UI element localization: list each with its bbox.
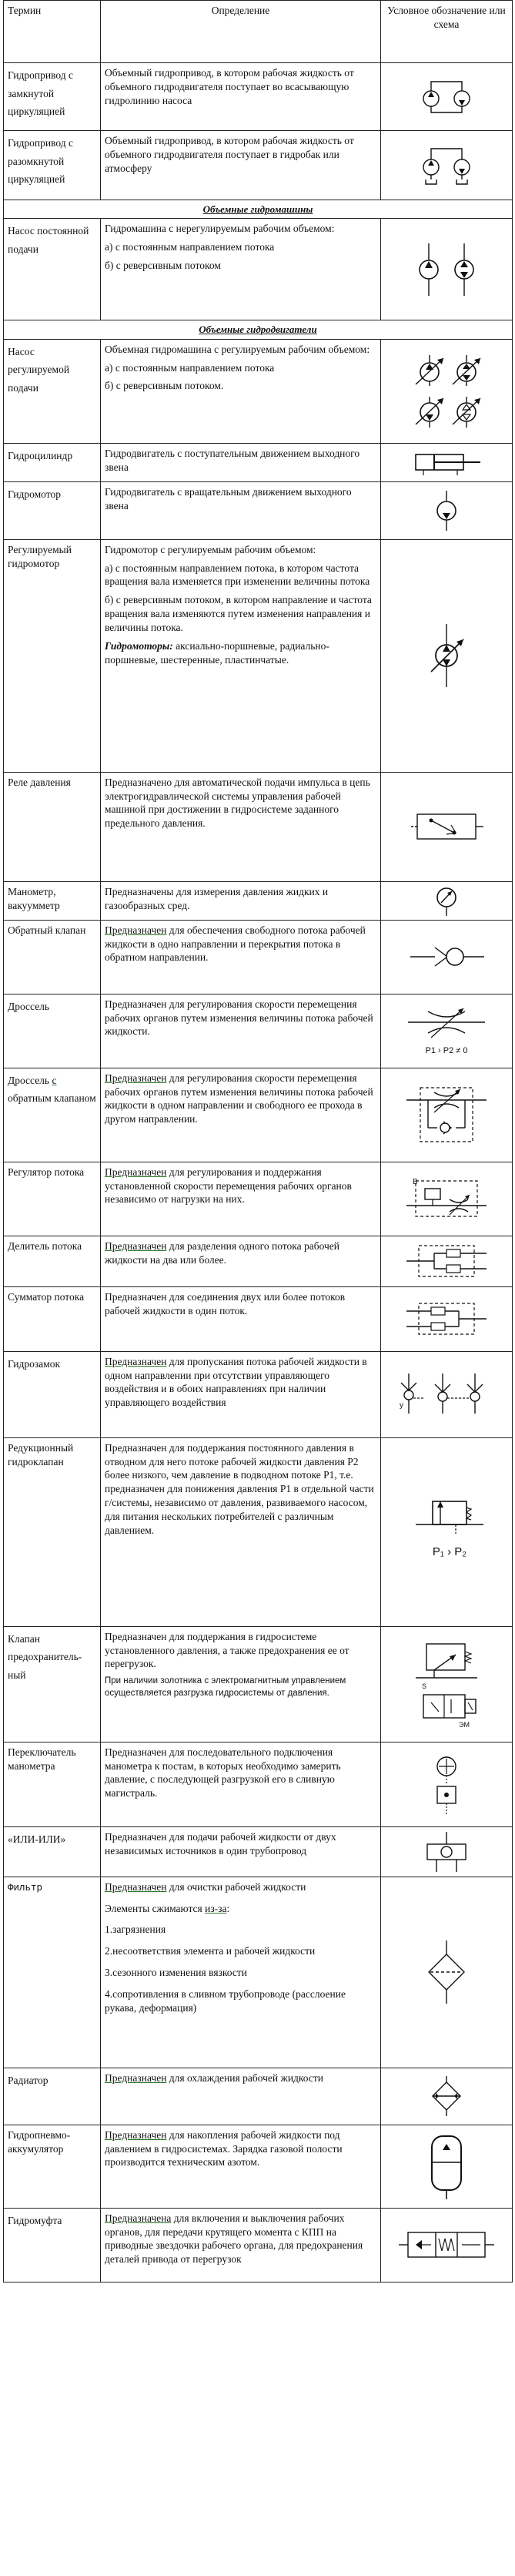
symbol-cell: [381, 339, 513, 443]
definition-cell: Предназначен для подачи рабочей жидкости от двух независимых источников в один трубопровод: [101, 1826, 381, 1877]
definition-cell: Предназначен для очистки рабочей жидкости Элементы сжимаются из-за: 1.загрязнения 2.несоответствия элемента и рабочей жидкости 3.сезонного изменения вязкости 4.сопротивления в сливном трубопроводе (расслоение рукава, деформация): [101, 1877, 381, 2068]
symbol-cell: [381, 881, 513, 920]
table-row: [4, 481, 513, 539]
table-row: [4, 1068, 513, 1162]
term-cell: Клапан предохранитель-ный: [4, 1626, 101, 1742]
fixed-pump-icon: [404, 239, 489, 300]
term-cell: Переключатель манометра: [4, 1742, 101, 1826]
relief-valve-icon: [400, 1638, 493, 1730]
term-cell: Регулируемый гидромотор: [4, 539, 101, 772]
definition-cell: Предназначен для поддержания постоянного давления в отводном для него потоке рабочей жидкости давления P2 более низкого, чем давление в подводном потоке P1, т.е. предназначен для понижения давления P1 в отдельной части г/системы, независимо от давления, развиваемого насосом, для питания нескольких потребителей с различным давлением.: [101, 1437, 381, 1626]
term-cell: Гидропривод с замкнутой циркуляцией: [4, 63, 101, 131]
term-cell: Гидромотор: [4, 481, 101, 539]
throttle-check-valve-icon: [400, 1080, 493, 1149]
cylinder-icon: [400, 447, 493, 478]
header-definition: Определение: [101, 1, 381, 63]
table-row: [4, 1162, 513, 1236]
definition-cell: Гидромашина с нерегулируемым рабочим объемом: а) с постоянным направлением потока б) с реверсивным потоком: [101, 219, 381, 320]
table-row: [4, 1626, 513, 1742]
hydraulic-clutch-icon: [393, 2222, 500, 2268]
table-row: [4, 339, 513, 443]
term-cell: Реле давления: [4, 772, 101, 881]
table-row: [4, 131, 513, 200]
table-row: [4, 1351, 513, 1437]
symbol-cell: [381, 1351, 513, 1437]
closed-circuit-icon: [416, 77, 477, 117]
definition-cell: Объемная гидромашина с регулируемым рабочим объемом: а) с постоянным направлением потока б) с реверсивным потоком.: [101, 339, 381, 443]
check-valve-icon: [404, 941, 489, 972]
manometer-switch-icon: [423, 1749, 470, 1819]
symbol-cell: [381, 1437, 513, 1626]
definition-cell: Предназначен для регулирования и поддержания установленной скорости перемещения рабочих органов независимо от нагрузки на них.: [101, 1162, 381, 1236]
symbol-cell: [381, 2068, 513, 2125]
term-cell: Радиатор: [4, 2068, 101, 2125]
table-row: [4, 920, 513, 994]
definition-cell: Объемный гидропривод, в котором рабочая жидкость от объемного гидродвигателя поступает во всасывающую гидролинию насоса: [101, 63, 381, 131]
header-term: Термин: [4, 1, 101, 63]
section-row: [4, 200, 513, 219]
term-cell: Насос постоянной подачи: [4, 219, 101, 320]
symbol-cell: [381, 2125, 513, 2208]
table-row: [4, 1742, 513, 1826]
header-symbol: Условное обозначение или схема: [381, 1, 513, 63]
symbol-cell: [381, 2208, 513, 2282]
definition-cell: Гидродвигатель с поступательным движением выходного звена: [101, 443, 381, 481]
reducing-formula: P₁ › P₂: [432, 1545, 467, 1558]
flow-divider-icon: [400, 1239, 493, 1283]
term-cell: Манометр, вакуумметр: [4, 881, 101, 920]
term-cell: Делитель потока: [4, 1236, 101, 1286]
table-row: [4, 539, 513, 772]
definition-cell: Предназначено для автоматической подачи импульса в цепь электрогидравлической системы управления рабочей машиной при достижении в гидросистеме заданного предельного давления.: [101, 772, 381, 881]
term-cell: Обратный клапан: [4, 920, 101, 994]
definition-cell: Объемный гидропривод, в котором рабочая жидкость от объемного гидродвигателя поступает в гидробак или атмосферу: [101, 131, 381, 200]
symbol-cell: [381, 994, 513, 1068]
symbol-cell: [381, 481, 513, 539]
term-cell: Редукционный гидроклапан: [4, 1437, 101, 1626]
section-row: [4, 320, 513, 339]
section-title: Объемные гидромашины: [4, 200, 513, 219]
symbol-cell: [381, 1877, 513, 2068]
hydro-lock-label: у: [400, 1401, 403, 1410]
variable-pump-icon: [400, 349, 493, 434]
term-cell: Гидропневмо-аккумулятор: [4, 2125, 101, 2208]
term-cell: Сумматор потока: [4, 1286, 101, 1351]
table-row: [4, 1286, 513, 1351]
term-cell: «ИЛИ-ИЛИ»: [4, 1826, 101, 1877]
definition-cell: Предназначен для регулирования скорости перемещения рабочих органов путем изменения величины потока рабочей жидкости.: [101, 994, 381, 1068]
variable-motor-icon: [416, 621, 477, 690]
table-row: [4, 994, 513, 1068]
throttle-formula: P1 › P2 ≠ 0: [425, 1046, 468, 1056]
manometer-icon: [427, 884, 466, 917]
symbol-cell: [381, 443, 513, 481]
definition-cell: Гидродвигатель с вращательным движением выходного звена: [101, 481, 381, 539]
table-row: [4, 2125, 513, 2208]
table-row: [4, 2068, 513, 2125]
relief-label-em: ЭМ: [459, 1721, 470, 1729]
definition-cell: Предназначен для накопления рабочей жидкости под давлением в гидросистемах. Зарядка газовой полости производится техническим азотом.: [101, 2125, 381, 2208]
term-cell: Фильтр: [4, 1877, 101, 2068]
hydro-lock-icon: [389, 1367, 504, 1421]
definition-cell: Гидромотор с регулируемым рабочим объемом: а) с постоянным направлением потока, в котором частота вращения вала изменяется при изменении величины потока б) с реверсивным потоком, в котором направление и частота вращения вала изменяются путем изменения направления и величины потока. Гидромоторы: аксиально-поршневые, радиально-поршневые, шестеренные, пластинчатые.: [101, 539, 381, 772]
symbol-cell: [381, 1626, 513, 1742]
table-row: [4, 1236, 513, 1286]
open-circuit-icon: [416, 144, 477, 187]
symbol-cell: [381, 63, 513, 131]
term-cell: Дроссель: [4, 994, 101, 1068]
radiator-icon: [416, 2073, 477, 2119]
definition-cell: Предназначен для соединения двух или более потоков рабочей жидкости в один поток.: [101, 1286, 381, 1351]
symbol-cell: [381, 1826, 513, 1877]
term-cell: Регулятор потока: [4, 1162, 101, 1236]
table-row: [4, 881, 513, 920]
hydraulics-terms-table: [3, 0, 513, 2283]
symbol-cell: [381, 1742, 513, 1826]
term-cell: Дроссель с обратным клапаном: [4, 1068, 101, 1162]
relief-label-s: S: [422, 1682, 427, 1691]
symbol-cell: [381, 219, 513, 320]
table-row: [4, 772, 513, 881]
table-row: [4, 1437, 513, 1626]
hydromotor-icon: [423, 488, 470, 534]
definition-cell: Предназначен для охлаждения рабочей жидкости: [101, 2068, 381, 2125]
accumulator-icon: [420, 2132, 473, 2201]
table-header-row: [4, 1, 513, 63]
definition-cell: Предназначена для включения и выключения рабочих органов, для передачи крутящего момента с КПП на приводные звездочки рабочего органа, для предохранения деталей привода от перегрузок: [101, 2208, 381, 2282]
term-cell: Гидромуфта: [4, 2208, 101, 2282]
filter-icon: [420, 1937, 473, 2007]
section-title: Объемные гидродвигатели: [4, 320, 513, 339]
term-cell: Гидропривод с разомкнутой циркуляцией: [4, 131, 101, 200]
table-row: [4, 1877, 513, 2068]
regulator-label: В: [413, 1178, 418, 1187]
reducing-valve-icon: [400, 1494, 493, 1571]
term-cell: Насос регулируемой подачи: [4, 339, 101, 443]
term-cell: Гидрозамок: [4, 1351, 101, 1437]
pressure-relay-icon: [400, 803, 493, 850]
symbol-cell: [381, 1162, 513, 1236]
symbol-cell: [381, 131, 513, 200]
definition-cell: Предназначены для измерения давления жидких и газообразных сред.: [101, 881, 381, 920]
throttle-icon: [400, 1004, 493, 1058]
flow-summator-icon: [400, 1297, 493, 1340]
term-cell: Гидроцилиндр: [4, 443, 101, 481]
flow-regulator-icon: [400, 1172, 493, 1226]
table-row: [4, 443, 513, 481]
table-row: [4, 1826, 513, 1877]
definition-cell: Предназначен для обеспечения свободного потока рабочей жидкости в одно направлении и перекрытия потока в обратном направлении.: [101, 920, 381, 994]
table-row: [4, 63, 513, 131]
symbol-cell: [381, 539, 513, 772]
definition-cell: Предназначен для пропускания потока рабочей жидкости в одном направлении при отсутствии управляющего воздействия и в обоих направлениях при наличии управляющего воздействия: [101, 1351, 381, 1437]
symbol-cell: [381, 772, 513, 881]
definition-cell: Предназначен для последовательного подключения манометра к постам, в которых необходимо замерить давление, с последующей разгрузкой его в сливную магистраль.: [101, 1742, 381, 1826]
definition-cell: Предназначен для регулирования скорости перемещения рабочих органов путем изменения величины потока рабочей жидкости в одном направлении и свободного ее прохода в другом направлении.: [101, 1068, 381, 1162]
table-row: [4, 219, 513, 320]
definition-cell: Предназначен для разделения одного потока рабочей жидкости на два или более.: [101, 1236, 381, 1286]
symbol-cell: [381, 920, 513, 994]
symbol-cell: [381, 1068, 513, 1162]
symbol-cell: [381, 1286, 513, 1351]
symbol-cell: [381, 1236, 513, 1286]
definition-cell: Предназначен для поддержания в гидросистеме установленного давления, а также предохранения ее от перегрузок. При наличии золотника с электромагнитным управлением осуществляется разгрузка гидросистемы от давления.: [101, 1626, 381, 1742]
table-row: [4, 2208, 513, 2282]
or-valve-icon: [420, 1829, 473, 1875]
